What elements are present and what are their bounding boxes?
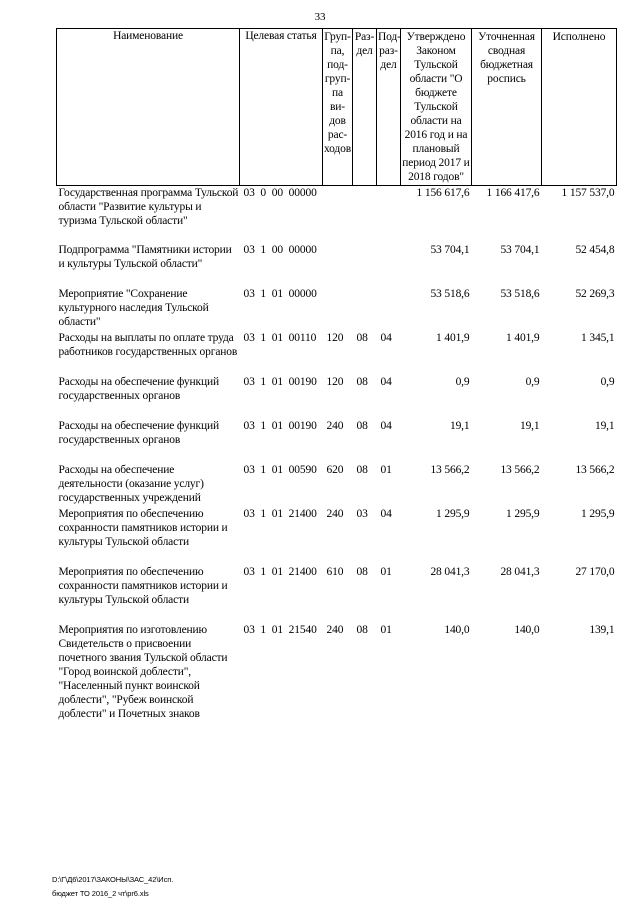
row-executed: 0,9 — [600, 375, 615, 388]
table-row — [57, 463, 617, 507]
row-section — [353, 287, 377, 331]
row-target-code: 03 1 01 21400 — [243, 507, 317, 520]
row-target-code: 03 1 01 00190 — [243, 419, 317, 432]
table-row — [57, 287, 617, 331]
row-name: Государственная программа Тульской области "Развитие культуры и туризма Тульской области" — [58, 187, 239, 227]
row-name: Мероприятия по обеспечению сохранности памятников истории и культуры Тульской области — [58, 507, 228, 548]
row-approved: 13 566,2 — [430, 463, 470, 476]
row-approved: 53 518,6 — [430, 287, 470, 300]
row-section — [353, 243, 377, 287]
row-subsection: 01 — [380, 463, 392, 476]
row-group: 120 — [326, 331, 344, 344]
row-revised: 1 166 417,6 — [486, 187, 540, 199]
row-section — [353, 186, 377, 243]
row-name: Расходы на обеспечение функций государственных органов — [58, 419, 219, 446]
row-approved: 53 704,1 — [430, 243, 470, 256]
table-row — [57, 623, 617, 745]
row-revised: 28 041,3 — [500, 565, 540, 578]
row-target-code: 03 1 01 00190 — [243, 375, 317, 388]
row-group — [323, 186, 353, 243]
row-subsection: 04 — [380, 419, 392, 432]
row-name: Мероприятие "Сохранение культурного наследия Тульской области" — [58, 287, 209, 328]
row-section: 03 — [356, 507, 368, 520]
row-group — [323, 287, 353, 331]
budget-table — [56, 28, 617, 745]
header-section: Раз-дел — [353, 29, 377, 186]
row-subsection: 04 — [380, 507, 392, 520]
row-group: 240 — [326, 419, 344, 432]
table-row — [57, 419, 617, 463]
row-name: Мероприятия по обеспечению сохранности памятников истории и культуры Тульской области — [58, 565, 228, 606]
header-subsection: Под-раз-дел — [377, 29, 401, 186]
table-row — [57, 565, 617, 623]
row-revised: 13 566,2 — [500, 463, 540, 476]
row-subsection — [377, 243, 401, 287]
row-section: 08 — [356, 419, 368, 432]
file-path-footer: D:\Г\Д6\2017\ЗАКОНЫ\ЗАС_42\Исп. бюджет ТО 2016_2 чт\pr6.xls — [52, 875, 174, 898]
header-approved: Утверждено Законом Тульской области "О бюджете Тульской области на 2016 год и на плановый период 2017 и 2018 годов" — [401, 29, 472, 186]
row-executed: 13 566,2 — [575, 463, 615, 476]
row-executed: 1 345,1 — [581, 331, 615, 344]
row-revised: 0,9 — [525, 375, 540, 388]
table-row — [57, 243, 617, 287]
row-approved: 19,1 — [449, 419, 470, 432]
row-target-code: 03 0 00 00000 — [243, 187, 317, 199]
row-group: 240 — [326, 623, 344, 636]
row-executed: 1 295,9 — [581, 507, 615, 520]
row-section: 08 — [356, 375, 368, 388]
table-row — [57, 331, 617, 375]
row-revised: 53 704,1 — [500, 243, 540, 256]
row-target-code: 03 1 01 21540 — [243, 623, 317, 636]
row-group — [323, 243, 353, 287]
row-target-code: 03 1 00 00000 — [243, 243, 317, 256]
table-row — [57, 507, 617, 565]
row-revised: 53 518,6 — [500, 287, 540, 300]
row-name: Подпрограмма "Памятники истории и культуры Тульской области" — [58, 243, 232, 270]
row-executed: 1 157 537,0 — [561, 187, 615, 199]
table-header-row — [57, 29, 617, 186]
row-approved: 0,9 — [455, 375, 470, 388]
row-target-code: 03 1 01 00590 — [243, 463, 317, 476]
row-target-code: 03 1 01 00000 — [243, 287, 317, 300]
header-revised: Уточненная сводная бюджетная роспись — [472, 29, 542, 186]
row-executed: 52 269,3 — [575, 287, 615, 300]
row-section: 08 — [356, 463, 368, 476]
row-executed: 139,1 — [589, 623, 615, 636]
row-section: 08 — [356, 565, 368, 578]
row-approved: 28 041,3 — [430, 565, 470, 578]
table-row — [57, 375, 617, 419]
row-approved: 1 295,9 — [436, 507, 470, 520]
row-revised: 1 295,9 — [506, 507, 540, 520]
row-subsection: 01 — [380, 623, 392, 636]
row-revised: 140,0 — [514, 623, 540, 636]
row-group: 120 — [326, 375, 344, 388]
table-body — [57, 186, 617, 745]
row-approved: 1 156 617,6 — [416, 187, 470, 199]
row-approved: 140,0 — [444, 623, 470, 636]
row-group: 610 — [326, 565, 344, 578]
header-executed: Исполнено — [542, 29, 617, 186]
row-name: Расходы на обеспечение деятельности (оказание услуг) государственных учреждений — [58, 463, 204, 504]
row-section: 08 — [356, 331, 368, 344]
row-subsection — [377, 287, 401, 331]
row-revised: 19,1 — [519, 419, 540, 432]
header-name: Наименование — [57, 29, 240, 186]
row-approved: 1 401,9 — [436, 331, 470, 344]
row-executed: 52 454,8 — [575, 243, 615, 256]
row-name: Мероприятия по изготовлению Свидетельств о присвоении почетного звания Тульской области "Город воинской доблести", "Населенный пункт воинской доблести", "Рубеж воинской доблести" и Почетных знаков — [58, 623, 228, 720]
row-section: 08 — [356, 623, 368, 636]
header-target: Целевая статья — [240, 29, 323, 186]
row-subsection: 04 — [380, 375, 392, 388]
row-name: Расходы на обеспечение функций государственных органов — [58, 375, 219, 402]
header-group: Груп-па, под-груп-па ви-дов рас-ходов — [323, 29, 353, 186]
row-name: Расходы на выплаты по оплате труда работников государственных органов — [58, 331, 238, 358]
row-group: 240 — [326, 507, 344, 520]
row-executed: 19,1 — [594, 419, 615, 432]
row-group: 620 — [326, 463, 344, 476]
table-row — [57, 186, 617, 243]
row-executed: 27 170,0 — [575, 565, 615, 578]
row-revised: 1 401,9 — [506, 331, 540, 344]
row-subsection: 04 — [380, 331, 392, 344]
page-number: 33 — [314, 11, 326, 23]
row-subsection: 01 — [380, 565, 392, 578]
row-target-code: 03 1 01 00110 — [243, 331, 317, 344]
row-target-code: 03 1 01 21400 — [243, 565, 317, 578]
row-subsection — [377, 186, 401, 243]
